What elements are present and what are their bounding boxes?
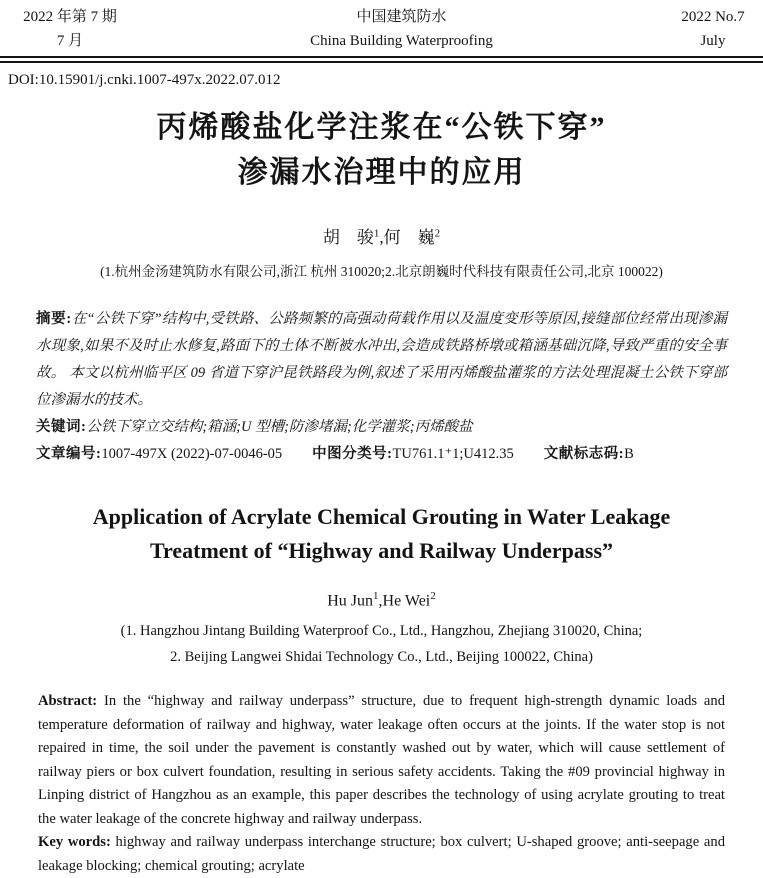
- keywords-text-en: highway and railway underpass interchange structure; box culvert; U-shaped groove; anti-seepage and leakage blocking; chemical grouting; acrylate: [38, 834, 725, 874]
- paper-title-en-line1: Application of Acrylate Chemical Grouting in Water Leakage: [92, 504, 671, 529]
- header-divider: [0, 56, 763, 63]
- issue-number-en: 2022 No.7: [681, 9, 745, 25]
- abstract-label-en: Abstract:: [38, 693, 98, 710]
- authors-cn: [0, 223, 763, 248]
- journal-header: [0, 0, 763, 53]
- header-issue-en-block: [673, 5, 753, 53]
- paper-title-cn-line2: 渗漏水治理中的应用: [237, 156, 526, 189]
- doi-line: DOI:10.15901/j.cnki.1007-497x.2022.07.012: [8, 72, 281, 88]
- keywords-text-cn: 公铁下穿立交结构;箱涵;U 型槽;防渗堵漏;化学灌浆;丙烯酸盐: [86, 419, 473, 435]
- article-meta-line: [36, 441, 727, 468]
- author-cn-1-affiliation-mark: 1: [373, 227, 380, 240]
- paper-title-en-line2: Treatment of “Highway and Railway Underpass”: [149, 538, 614, 563]
- paper-title-cn: [0, 105, 763, 195]
- journal-title-cn: 中国建筑防水: [356, 9, 447, 25]
- author-separator: ,: [379, 228, 384, 247]
- affiliation-en: [0, 618, 763, 670]
- issue-number-cn: 2022 年第 7 期: [23, 9, 117, 25]
- author-en-2-affiliation-mark: 2: [430, 590, 436, 602]
- journal-title-block: [310, 5, 493, 53]
- affiliation-cn: (1.杭州金汤建筑防水有限公司,浙江 杭州 310020;2.北京朗巍时代科技有限责任公司,北京 100022): [100, 264, 663, 279]
- author-cn-1: 胡 骏: [322, 228, 374, 247]
- header-issue-block: [10, 5, 130, 53]
- keywords-label-cn: 关键词:: [36, 419, 87, 435]
- author-en-1-affiliation-mark: 1: [373, 590, 379, 602]
- author-cn-2: 何 巍: [383, 228, 435, 247]
- article-number: [36, 441, 282, 468]
- article-number-label: 文章编号:: [36, 446, 102, 462]
- article-number-value: 1007-497X (2022)-07-0046-05: [101, 446, 283, 462]
- abstract-en: [38, 690, 725, 831]
- affiliation-en-line2: 2. Beijing Langwei Shidai Technology Co., Ltd., Beijing 100022, China): [170, 649, 593, 666]
- clc-label: 中图分类号:: [312, 446, 393, 462]
- authors-en: [0, 590, 763, 610]
- affiliation-en-line1: (1. Hangzhou Jintang Building Waterproof Co., Ltd., Hangzhou, Zhejiang 310020, China;: [120, 623, 643, 640]
- document-code: [544, 441, 634, 468]
- issue-month-en: July: [700, 33, 726, 49]
- abstract-cn: [36, 306, 727, 414]
- document-code-value: B: [624, 446, 634, 462]
- abstract-block-en: [38, 690, 725, 878]
- author-en-1: Hu Jun: [327, 592, 374, 610]
- document-code-label: 文献标志码:: [543, 446, 625, 462]
- abstract-block-cn: [36, 306, 727, 468]
- abstract-text-en: In the “highway and railway underpass” structure, due to frequent high-strength dynamic loads and temperature deformation of railway and highway, water leakage often occurs at the joints. If the water stop is not repaired in time, the soil under the pavement is constantly washed out by water, which will cause settlement of railway piers or box culvert foundation, resulting in serious safety accidents. Taking the #09 provincial highway in Linping district of Hangzhou as an example, this paper describes the technology of using acrylate grouting to treat the water leakage of the concrete highway and railway underpass.: [38, 693, 725, 827]
- author-cn-2-affiliation-mark: 2: [434, 227, 441, 240]
- keywords-label-en: Key words:: [38, 834, 111, 851]
- paper-title-en: [0, 500, 763, 568]
- abstract-text-cn: 在“公铁下穿”结构中,受铁路、公路频繁的高强动荷载作用以及温度变形等原因,接缝部位经常出现渗漏水现象,如果不及时止水修复,路面下的土体不断被水冲出,会造成铁路桥墩或箱涵基础沉降,导致严重的安全事故。 本文以杭州临平区 09 省道下穿沪昆铁路段为例,叙述了采用丙烯酸盐灌浆的方法处理混凝土公铁下穿部位渗漏水的技术。: [36, 311, 727, 408]
- keywords-cn: [36, 414, 727, 441]
- clc-value: TU761.1⁺1;U412.35: [392, 446, 514, 462]
- author-en-separator: ,: [378, 592, 383, 610]
- clc-number: [312, 441, 514, 468]
- author-en-2: He Wei: [382, 592, 431, 610]
- abstract-label-cn: 摘要:: [36, 311, 72, 327]
- paper-title-cn-line1: 丙烯酸盐化学注浆在“公铁下穿”: [156, 111, 607, 144]
- journal-title-en: China Building Waterproofing: [310, 33, 493, 49]
- keywords-en: [38, 831, 725, 878]
- issue-month-cn: 7 月: [56, 33, 84, 49]
